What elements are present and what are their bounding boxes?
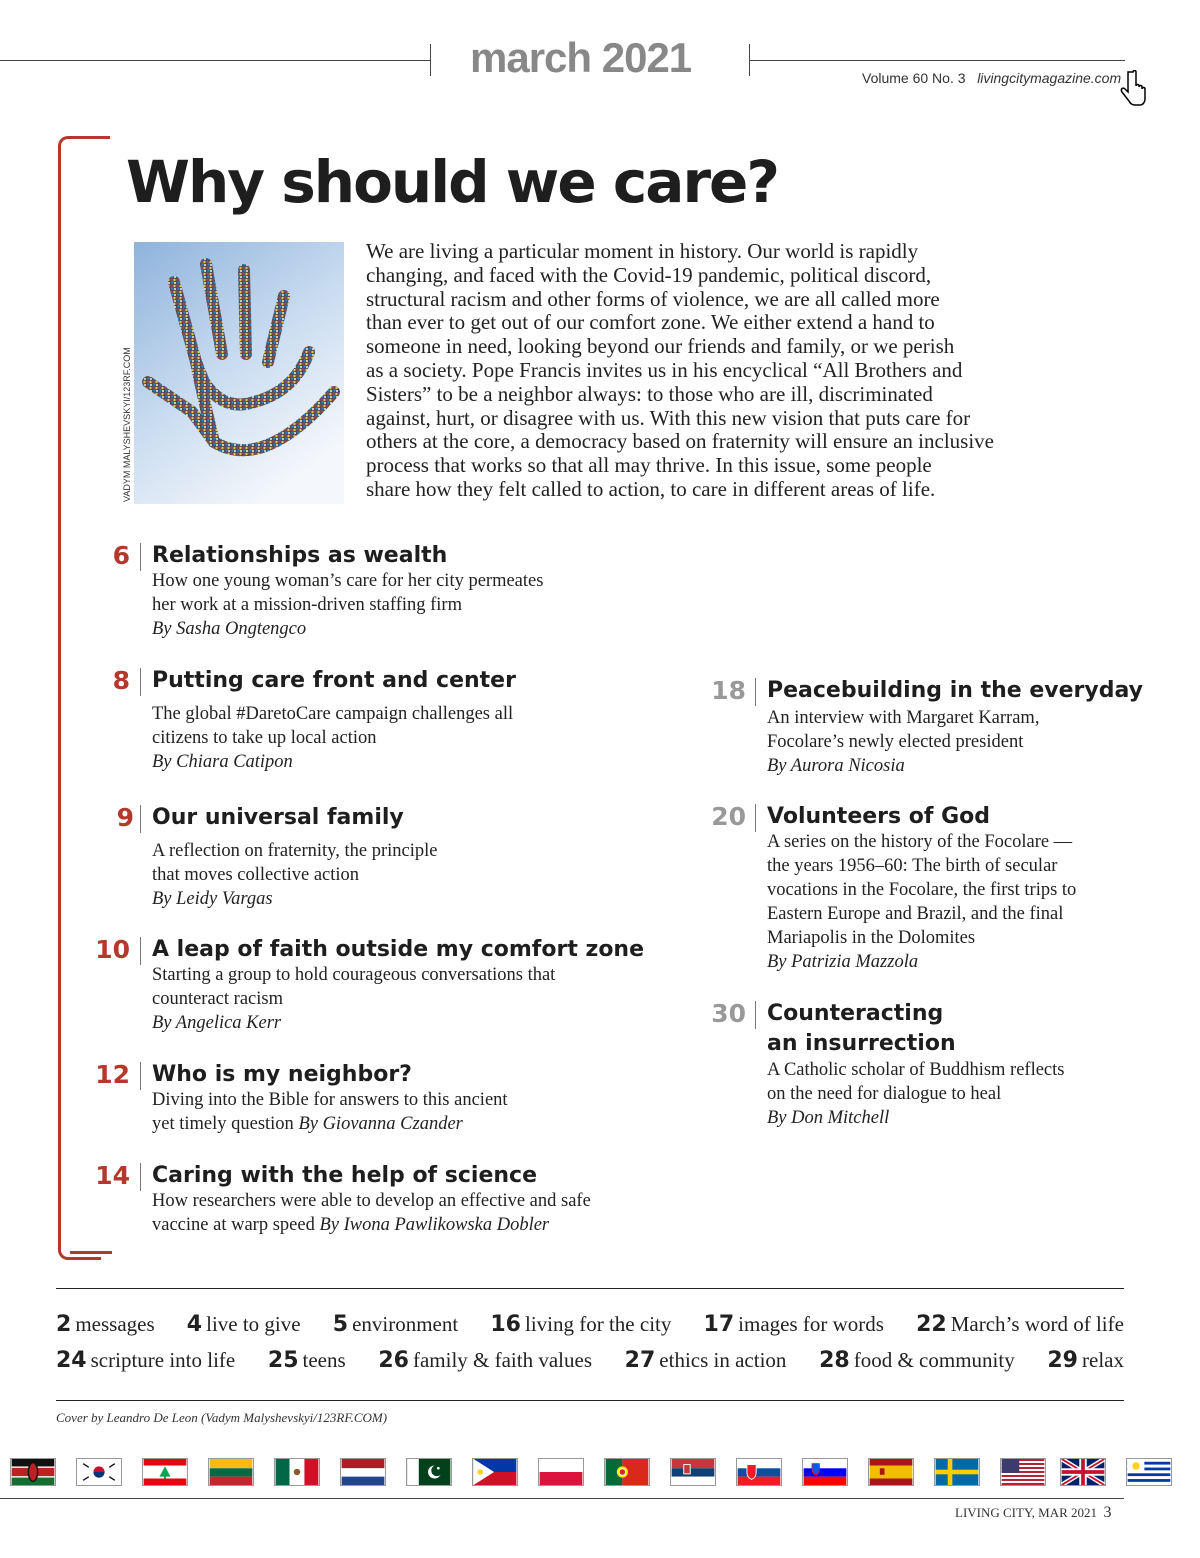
desc-line: counteract racism <box>152 989 283 1009</box>
desc-line: Diving into the Bible for answers to this ancient <box>152 1090 508 1110</box>
dept-label: March’s word of life <box>950 1312 1124 1336</box>
desc-line: her work at a mission-driven staffing firm <box>152 595 462 615</box>
departments-rule-top <box>56 1288 1124 1289</box>
dept-page: 5 <box>332 1312 349 1337</box>
intro-line: changing, and faced with the Covid-19 pandemic, political discord, <box>366 262 932 287</box>
article-title[interactable]: Relationships as wealth <box>152 543 448 568</box>
byline: By Giovanna Czander <box>298 1114 463 1134</box>
article-title[interactable]: A leap of faith outside my comfort zone <box>152 937 645 962</box>
pakistan-flag-icon <box>406 1458 452 1486</box>
header-tick-left <box>430 44 431 76</box>
dept-label: teens <box>302 1348 346 1372</box>
dept-page: 2 <box>56 1312 72 1337</box>
dept-page: 22 <box>916 1312 947 1337</box>
article-title[interactable]: Volunteers of God <box>767 804 991 829</box>
article-description <box>152 839 652 911</box>
divider <box>140 543 141 571</box>
volume-number: Volume 60 No. 3 <box>862 70 966 86</box>
spain-flag-icon <box>868 1458 914 1486</box>
dept-link[interactable] <box>625 1348 787 1373</box>
intro-line: structural racism and other forms of violence, we are all called more <box>366 286 940 311</box>
bracket-bottom-cap <box>70 1251 112 1254</box>
article-description <box>767 1058 1167 1130</box>
article-description <box>767 706 1167 778</box>
article-title[interactable]: Our universal family <box>152 805 404 830</box>
section-bracket <box>58 136 101 1260</box>
hand-cursor-icon <box>1120 70 1148 110</box>
footer-rule <box>0 1498 1124 1499</box>
article-title[interactable]: Caring with the help of science <box>152 1163 538 1188</box>
intro-line: as a society. Pope Francis invites us in his encyclical “All Brothers and <box>366 357 963 382</box>
philippines-flag-icon <box>472 1458 518 1486</box>
usa-flag-icon <box>1000 1458 1046 1486</box>
divider <box>755 804 756 832</box>
byline: By Don Mitchell <box>767 1108 890 1128</box>
south-korea-flag-icon <box>76 1458 122 1486</box>
byline: By Patrizia Mazzola <box>767 952 919 972</box>
dept-link[interactable] <box>56 1312 155 1337</box>
intro-line: Sisters” to be a neighbor always: to those who are ill, discriminated <box>366 381 933 406</box>
departments-row-2 <box>56 1348 1124 1373</box>
dept-link[interactable] <box>378 1348 592 1373</box>
dept-page: 26 <box>378 1348 409 1373</box>
article-title[interactable]: Who is my neighbor? <box>152 1062 412 1087</box>
dept-page: 4 <box>186 1312 203 1337</box>
dept-label: living for the city <box>524 1312 672 1336</box>
intro-line: We are living a particular moment in history. Our world is rapidly <box>366 239 919 263</box>
desc-line: the years 1956–60: The birth of secular <box>767 856 1058 876</box>
dept-label: food & community <box>853 1348 1015 1372</box>
dept-link[interactable] <box>704 1312 884 1337</box>
dept-label: relax <box>1082 1348 1124 1372</box>
intro-line: than ever to get out of our comfort zone. We either extend a hand to <box>366 310 935 335</box>
article-description <box>152 1088 672 1136</box>
intro-line: someone in need, looking beyond our friends and family, or we perish <box>366 334 955 359</box>
article-description <box>767 830 1167 974</box>
slovenia-flag-icon <box>802 1458 848 1486</box>
sweden-flag-icon <box>934 1458 980 1486</box>
byline: By Angelica Kerr <box>152 1013 282 1033</box>
bracket-top-cap <box>70 136 110 139</box>
article-description <box>152 963 652 1035</box>
dept-label: ethics in action <box>659 1348 787 1372</box>
desc-line: that moves collective action <box>152 865 360 885</box>
dept-link[interactable] <box>819 1348 1015 1373</box>
dept-link[interactable] <box>268 1348 346 1373</box>
footer-text: LIVING CITY, MAR 2021 <box>955 1505 1098 1520</box>
page-number: 6 <box>112 541 130 570</box>
netherlands-flag-icon <box>340 1458 386 1486</box>
dept-label: live to give <box>206 1312 301 1336</box>
desc-line: An interview with Margaret Karram, <box>767 708 1040 728</box>
dept-page: 29 <box>1047 1348 1078 1373</box>
dept-label: messages <box>75 1312 155 1336</box>
departments-rule-bottom <box>56 1400 1124 1401</box>
desc-line: Eastern Europe and Brazil, and the final <box>767 904 1064 924</box>
dept-link[interactable] <box>490 1312 671 1337</box>
departments-row-1 <box>56 1312 1124 1337</box>
hand-of-people-image <box>134 242 344 504</box>
dept-link[interactable] <box>1047 1348 1124 1373</box>
intro-line: against, hurt, or disagree with us. With this new vision that puts care for <box>366 405 971 430</box>
byline: By Leidy Vargas <box>152 889 273 909</box>
serbia-flag-icon <box>670 1458 716 1486</box>
dept-link[interactable] <box>56 1348 235 1373</box>
divider <box>140 1163 141 1191</box>
article-title[interactable]: Putting care front and center <box>152 668 516 693</box>
intro-paragraph <box>366 240 1066 502</box>
desc-line: How one young woman’s care for her city permeates <box>152 571 544 591</box>
dept-link[interactable] <box>333 1312 458 1337</box>
desc-line: A Catholic scholar of Buddhism reflects <box>767 1060 1065 1080</box>
dept-page: 16 <box>490 1312 521 1337</box>
article-title-line-2[interactable]: an insurrection <box>767 1031 956 1056</box>
desc-line: yet timely question <box>152 1114 294 1134</box>
dept-label: scripture into life <box>90 1348 236 1372</box>
intro-line: share how they felt called to action, to care in different areas of life. <box>366 476 936 501</box>
dept-link[interactable] <box>916 1312 1124 1337</box>
dept-label: images for words <box>738 1312 884 1336</box>
divider <box>140 937 141 965</box>
divider <box>755 1001 756 1029</box>
article-title[interactable]: Counteracting <box>767 1001 944 1026</box>
intro-line: process that works so that all may thrive. In this issue, some people <box>366 453 932 478</box>
desc-line: Mariapolis in the Dolomites <box>767 928 976 948</box>
poland-flag-icon <box>538 1458 584 1486</box>
dept-label: environment <box>352 1312 459 1336</box>
desc-line: Starting a group to hold courageous conversations that <box>152 965 556 985</box>
dept-label: family & faith values <box>412 1348 593 1372</box>
desc-line: vocations in the Focolare, the first trips to <box>767 880 1077 900</box>
page-number: 14 <box>95 1161 130 1190</box>
dept-page: 25 <box>267 1348 299 1373</box>
divider <box>140 1062 141 1090</box>
page-number: 8 <box>112 666 130 695</box>
page-number: 30 <box>711 999 746 1028</box>
slovakia-flag-icon <box>736 1458 782 1486</box>
desc-line: The global #DaretoCare campaign challenges all <box>152 704 514 724</box>
lithuania-flag-icon <box>208 1458 254 1486</box>
desc-line: How researchers were able to develop an effective and safe <box>152 1191 591 1211</box>
header-rule-right <box>750 60 1125 61</box>
page-number: 12 <box>95 1060 130 1089</box>
divider <box>140 668 141 696</box>
desc-line: Focolare’s newly elected president <box>767 732 1024 752</box>
kenya-flag-icon <box>10 1458 56 1486</box>
dept-page: 28 <box>819 1348 850 1373</box>
dept-link[interactable] <box>187 1312 301 1337</box>
uk-flag-icon <box>1060 1458 1106 1486</box>
article-description <box>152 1189 672 1237</box>
portugal-flag-icon <box>604 1458 650 1486</box>
divider <box>755 678 756 706</box>
desc-line: on the need for dialogue to heal <box>767 1084 1002 1104</box>
byline: By Aurora Nicosia <box>767 756 905 776</box>
dept-page: 27 <box>624 1348 656 1373</box>
cover-credit: Cover by Leandro De Leon (Vadym Malyshevskyi/123RF.COM) <box>56 1410 388 1425</box>
lebanon-flag-icon <box>142 1458 188 1486</box>
desc-line: citizens to take up local action <box>152 728 377 748</box>
volume-info <box>862 70 1121 86</box>
desc-line: vaccine at warp speed <box>152 1215 315 1235</box>
page-number: 20 <box>711 802 746 831</box>
byline: By Sasha Ongtengco <box>152 619 307 639</box>
article-description <box>152 569 652 641</box>
header-rule-left <box>0 60 430 61</box>
intro-line: others at the core, a democracy based on fraternity will ensure an inclusive <box>366 429 995 454</box>
issue-month: march 2021 <box>470 34 692 81</box>
page-number: 9 <box>116 803 134 832</box>
desc-line: A series on the history of the Focolare — <box>767 832 1073 852</box>
byline: By Iwona Pawlikowska Dobler <box>319 1215 550 1235</box>
divider <box>140 805 141 833</box>
page-number: 18 <box>711 676 746 705</box>
website-link[interactable]: livingcitymagazine.com <box>977 70 1122 86</box>
footer-publication <box>955 1504 1112 1522</box>
page-number: 10 <box>95 935 130 964</box>
mexico-flag-icon <box>274 1458 320 1486</box>
image-credit: VADYM MALYSHEVSKYI/123RF.COM <box>122 347 132 502</box>
dept-page: 17 <box>703 1312 735 1337</box>
article-description <box>152 702 652 774</box>
footer-page-number: 3 <box>1103 1504 1112 1521</box>
uruguay-flag-icon <box>1126 1458 1172 1486</box>
article-title[interactable]: Peacebuilding in the everyday <box>767 678 1143 703</box>
desc-line: A reflection on fraternity, the principle <box>152 841 438 861</box>
byline: By Chiara Catipon <box>152 752 293 772</box>
dept-page: 24 <box>56 1348 87 1373</box>
page-title: Why should we care? <box>126 148 779 216</box>
